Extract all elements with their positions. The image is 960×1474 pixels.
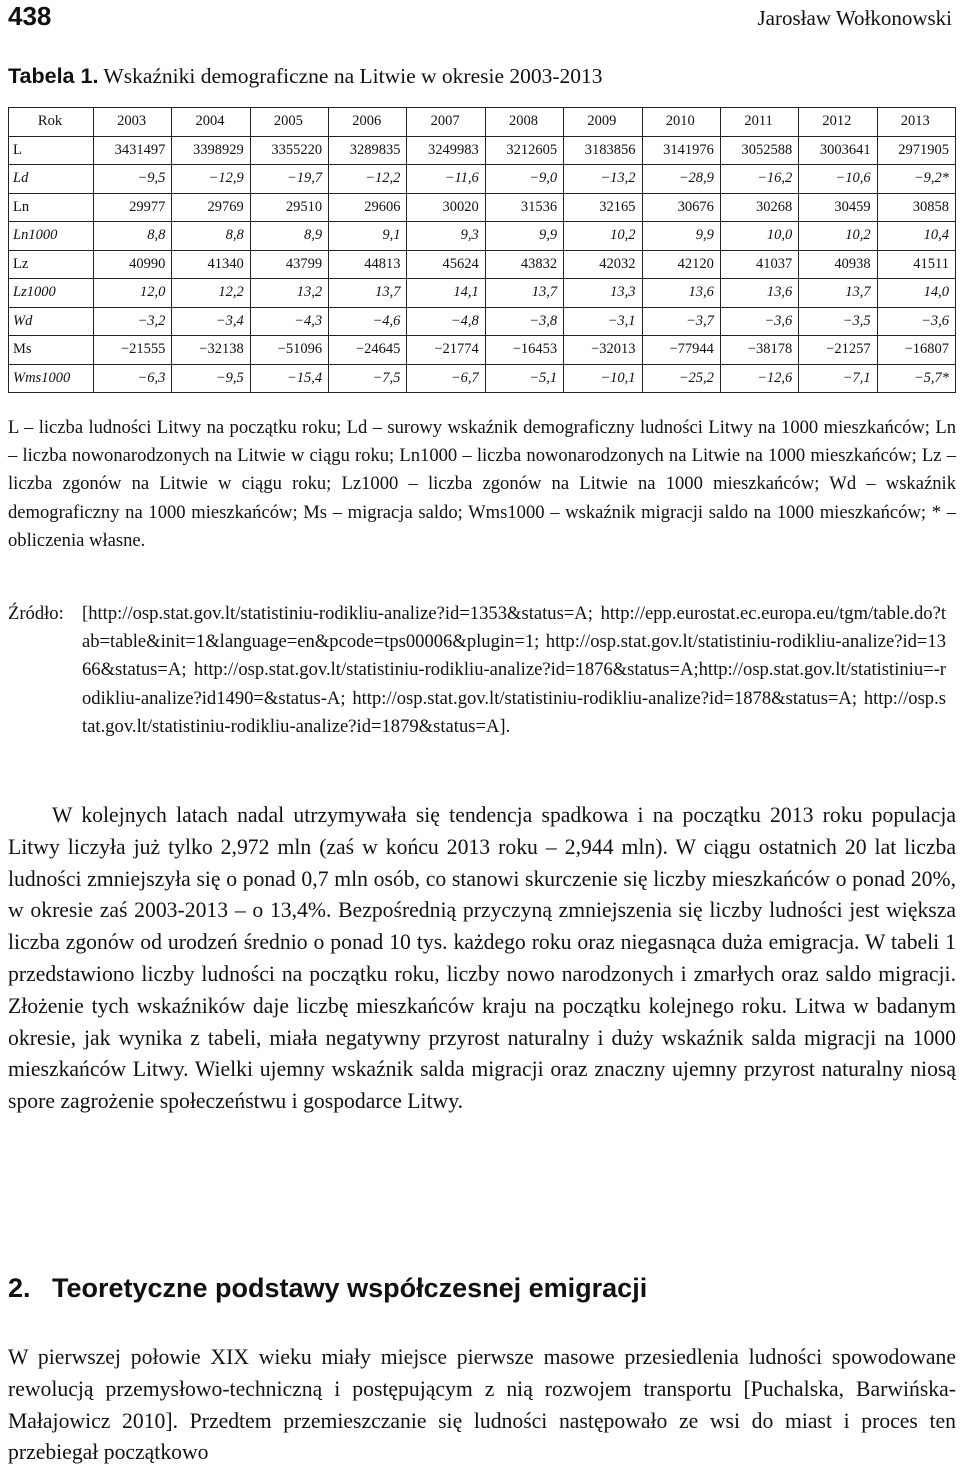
table-cell: 13,3 (564, 279, 642, 308)
page-header (8, 0, 952, 36)
table-cell: −11,6 (407, 165, 485, 194)
table-cell: 41037 (720, 250, 798, 279)
table-cell: −9,5 (172, 364, 250, 393)
table-cell: −77944 (642, 336, 720, 365)
table-caption-text: Wskaźniki demograficzne na Litwie w okresie 2003-2013 (103, 64, 603, 88)
table-cell: 3431497 (94, 136, 172, 165)
table-cell: −12,6 (720, 364, 798, 393)
table-cell: 40990 (94, 250, 172, 279)
table-cell: 10,4 (877, 222, 955, 251)
running-head-author: Jarosław Wołkonowski (757, 6, 952, 30)
table-cell: 10,0 (720, 222, 798, 251)
table-cell: −9,0 (485, 165, 563, 194)
table-cell: −3,4 (172, 307, 250, 336)
table-row (9, 336, 956, 365)
table-cell: −21555 (94, 336, 172, 365)
row-label-cell: Ms (9, 336, 94, 365)
table-cell: 2010 (642, 108, 720, 137)
table-cell: −25,2 (642, 364, 720, 393)
row-label-cell: Wd (9, 307, 94, 336)
table-cell: 9,1 (329, 222, 407, 251)
table-cell: 30858 (877, 193, 955, 222)
table-cell: −9,2* (877, 165, 955, 194)
table-cell: 42032 (564, 250, 642, 279)
table-cell: 30020 (407, 193, 485, 222)
table-cell: −13,2 (564, 165, 642, 194)
table-cell: 30676 (642, 193, 720, 222)
body-paragraph-2: W pierwszej połowie XIX wieku miały miejsce pierwsze masowe przesiedlenia ludności spowodowane rewolucją przemysłowo-techniczną i postępującym z nią rozwojem transportu [Puchalska, Barwińska-Małajowicz 2010]. Przedtem przemieszczanie się ludności następowało ze wsi do miast i proces ten przebiegał początkowo (8, 1345, 956, 1465)
table-cell: −6,3 (94, 364, 172, 393)
table-cell: 9,3 (407, 222, 485, 251)
table-cell: 44813 (329, 250, 407, 279)
row-label-cell: Wms1000 (9, 364, 94, 393)
table-cell: 8,8 (172, 222, 250, 251)
demographic-table (8, 107, 956, 393)
table-notes: L – liczba ludności Litwy na początku roku; Ld – surowy wskaźnik demograficzny ludności Litwy na 1000 mieszkańców; Ln – liczba nowonarodzonych na Litwie w ciągu roku; Ln1000 – liczba nowonarodzonych na Litwie na 1000 mieszkańców; Lz – liczba zgonów na Litwie w ciągu roku; Lz1000 – liczba zgonów na Litwie na 1000 mieszkańców; Wd – wskaźnik demograficzny na 1000 mieszkańców; Ms – migracja saldo; Wms1000 – wskaźnik migracji saldo na 1000 mieszkańców; * – obliczenia własne. (8, 417, 956, 551)
table-cell: 3289835 (329, 136, 407, 165)
table-cell: 2011 (720, 108, 798, 137)
table-cell: 30459 (799, 193, 877, 222)
table-cell: 14,0 (877, 279, 955, 308)
table-cell: 3003641 (799, 136, 877, 165)
source-text: [http://osp.stat.gov.lt/statistiniu-rodikliu-analize?id=1353&status=A; http://epp.eurostat.ec.europa.eu/tgm/table.do?tab=table&init=1&language=en&pcode=tps00006&plugin=1; http://osp.stat.gov.lt/statistiniu-rodikliu-analize?id=1366&status=A; http://osp.stat.gov.lt/statistiniu-rodikliu-analize?id=1876&status=A;http://osp.stat.gov.lt/statistiniu=-rodikliu-analize?id1490=&status-A; http://osp.stat.gov.lt/statistiniu-rodikliu-analize?id=1878&status=A; http://osp.stat.gov.lt/statistiniu-rodikliu-analize?id=1879&status=A]. (82, 603, 946, 737)
table-cell: −32013 (564, 336, 642, 365)
table-row (9, 165, 956, 194)
table-cell: 9,9 (485, 222, 563, 251)
table-cell: 2006 (329, 108, 407, 137)
table-cell: 3052588 (720, 136, 798, 165)
body-paragraph-1: W kolejnych latach nadal utrzymywała się tendencja spadkowa i na początku 2013 roku populacja Litwy liczyła już tylko 2,972 mln (zaś w końcu 2013 roku – 2,944 mln). W ciągu ostatnich 20 lat liczba ludności zmniejszyła się o ponad 0,7 mln osób, co stanowi skurczenie się liczby mieszkańców o ponad 20%, w okresie zaś 2003-2013 – o 13,4%. Bezpośrednią przyczyną zmniejszenia się liczby ludności jest większa liczba zgonów od urodzeń średnio o ponad 10 tys. każdego roku oraz niegasnąca duża emigracja. W tabeli 1 przedstawiono liczby ludności na początku roku, liczby nowo narodzonych i zmarłych oraz saldo migracji. Złożenie tych wskaźników daje liczbę mieszkańców kraju na początku kolejnego roku. Litwa w badanym okresie, jak wynika z tabeli, miała negatywny przyrost naturalny i duży wskaźnik salda migracji na 1000 mieszkańców Litwy. Wielki ujemny wskaźnik salda migracji oraz znaczny ujemny przyrost naturalny niosą spore zagrożenie społeczeństwu i gospodarce Litwy. (8, 803, 956, 1114)
table-cell: 13,6 (720, 279, 798, 308)
source-label: Źródło: (8, 603, 64, 624)
table-cell: 12,2 (172, 279, 250, 308)
table-cell: 2005 (250, 108, 328, 137)
table-cell: 10,2 (564, 222, 642, 251)
table-row (9, 307, 956, 336)
row-label-cell: Lz1000 (9, 279, 94, 308)
table-cell: −51096 (250, 336, 328, 365)
table-cell: −21257 (799, 336, 877, 365)
table-cell: 3212605 (485, 136, 563, 165)
table-cell: −19,7 (250, 165, 328, 194)
table-cell: 2008 (485, 108, 563, 137)
table-cell: 8,8 (94, 222, 172, 251)
table-cell: 2004 (172, 108, 250, 137)
table-cell: 2007 (407, 108, 485, 137)
table-cell: 41340 (172, 250, 250, 279)
table-cell: −3,8 (485, 307, 563, 336)
table-cell: −4,3 (250, 307, 328, 336)
row-label-cell: Ln1000 (9, 222, 94, 251)
table-cell: −32138 (172, 336, 250, 365)
table-cell: 10,2 (799, 222, 877, 251)
table-cell: 41511 (877, 250, 955, 279)
table-cell: −4,8 (407, 307, 485, 336)
table-cell: −28,9 (642, 165, 720, 194)
table-cell: −3,1 (564, 307, 642, 336)
table-cell: −9,5 (94, 165, 172, 194)
table-cell: −24645 (329, 336, 407, 365)
table-cell: 32165 (564, 193, 642, 222)
table-cell: −3,2 (94, 307, 172, 336)
table-cell: 13,6 (642, 279, 720, 308)
table-header-row (9, 108, 956, 137)
table-cell: −10,1 (564, 364, 642, 393)
section-heading (8, 1268, 647, 1308)
table-cell: 43799 (250, 250, 328, 279)
table-cell: 45624 (407, 250, 485, 279)
table-cell: −38178 (720, 336, 798, 365)
table-cell: −7,5 (329, 364, 407, 393)
table-cell: −3,7 (642, 307, 720, 336)
table-cell: 3398929 (172, 136, 250, 165)
section-number: 2. (8, 1273, 31, 1303)
table-cell: 2012 (799, 108, 877, 137)
table-cell: −5,1 (485, 364, 563, 393)
table-cell: 14,1 (407, 279, 485, 308)
row-label-cell: L (9, 136, 94, 165)
table-cell: 43832 (485, 250, 563, 279)
source-citation (8, 600, 956, 741)
table-cell: −16807 (877, 336, 955, 365)
table-row (9, 193, 956, 222)
row-label-cell: Ln (9, 193, 94, 222)
table-row (9, 364, 956, 393)
table-cell: 3141976 (642, 136, 720, 165)
table-cell: −16,2 (720, 165, 798, 194)
table-cell: 13,7 (329, 279, 407, 308)
table-cell: 29769 (172, 193, 250, 222)
table-cell: 3249983 (407, 136, 485, 165)
table-cell: 31536 (485, 193, 563, 222)
table-cell: 40938 (799, 250, 877, 279)
table-cell: 12,0 (94, 279, 172, 308)
table-cell: 9,9 (642, 222, 720, 251)
table-cell: 2009 (564, 108, 642, 137)
table-cell: −10,6 (799, 165, 877, 194)
table-cell: 29510 (250, 193, 328, 222)
table-cell: 30268 (720, 193, 798, 222)
table-cell: 29606 (329, 193, 407, 222)
table-cell: 13,7 (485, 279, 563, 308)
table-row (9, 250, 956, 279)
row-label-cell: Rok (9, 108, 94, 137)
page-number: 438 (8, 1, 52, 31)
table-cell: 2003 (94, 108, 172, 137)
table-cell: −5,7* (877, 364, 955, 393)
table-cell: 13,2 (250, 279, 328, 308)
table-cell: −3,6 (877, 307, 955, 336)
table-cell: 3183856 (564, 136, 642, 165)
table-label: Tabela 1. (8, 64, 99, 88)
row-label-cell: Lz (9, 250, 94, 279)
table-cell: 13,7 (799, 279, 877, 308)
table-cell: −16453 (485, 336, 563, 365)
table-cell: −12,9 (172, 165, 250, 194)
table-cell: −4,6 (329, 307, 407, 336)
row-label-cell: Ld (9, 165, 94, 194)
table-caption (8, 62, 603, 90)
table-cell: 2013 (877, 108, 955, 137)
table-cell: 42120 (642, 250, 720, 279)
table-cell: 2971905 (877, 136, 955, 165)
table-cell: −15,4 (250, 364, 328, 393)
table-cell: 3355220 (250, 136, 328, 165)
table-row (9, 136, 956, 165)
section-title: Teoretyczne podstawy współczesnej emigracji (52, 1273, 648, 1303)
table-cell: −3,5 (799, 307, 877, 336)
table-cell: −6,7 (407, 364, 485, 393)
table-cell: −7,1 (799, 364, 877, 393)
table-cell: 8,9 (250, 222, 328, 251)
table-row (9, 222, 956, 251)
table-cell: 29977 (94, 193, 172, 222)
table-row (9, 279, 956, 308)
table-cell: −12,2 (329, 165, 407, 194)
table-cell: −21774 (407, 336, 485, 365)
table-cell: −3,6 (720, 307, 798, 336)
